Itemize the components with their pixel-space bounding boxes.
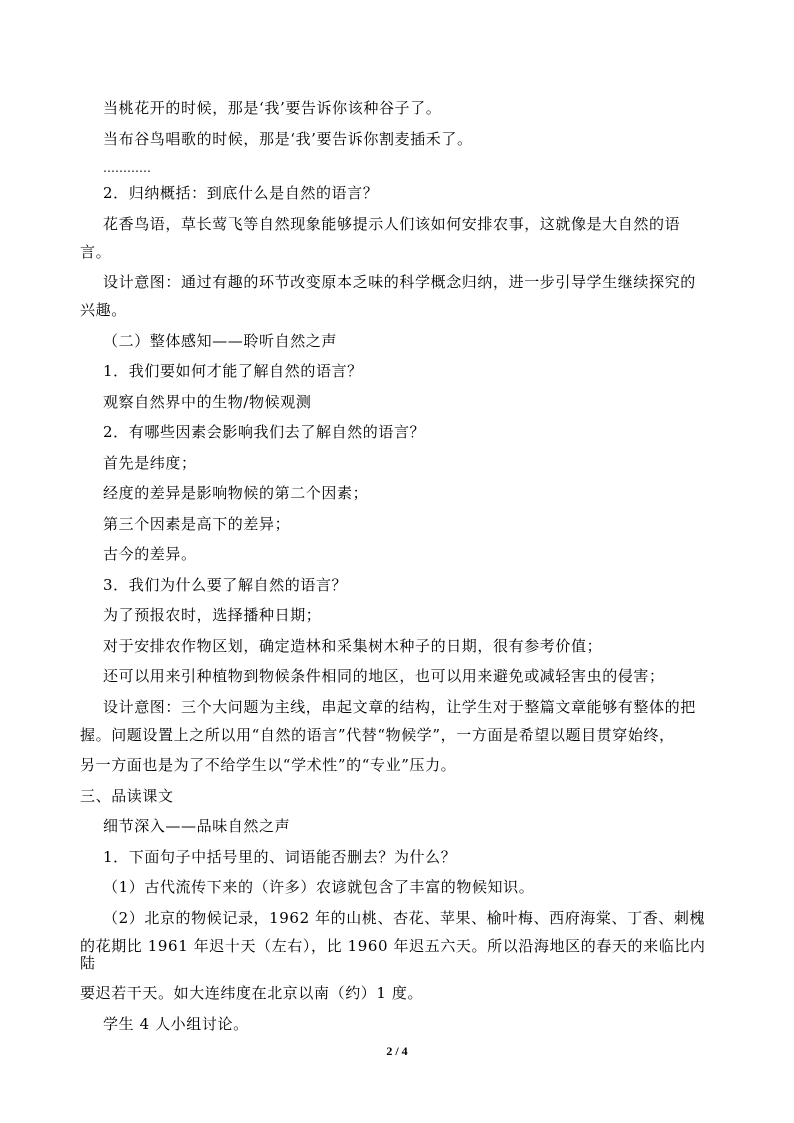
paragraph: 学生 4 人小组讨论。 (103, 1014, 249, 1033)
design-intent-paragraph: 设计意图：三个大问题为主线，串起文章的结构，让学生对于整篇文章能够有整体的把 (103, 697, 696, 716)
list-item: 1．下面句子中括号里的、词语能否删去？为什么？ (103, 847, 457, 866)
example-sentence: （2）北京的物候记录，1962 年的山桃、杏花、苹果、榆叶梅、西府海棠、丁香、刺槐 (103, 908, 706, 927)
paragraph-continuation: 的花期比 1961 年迟十天（左右），比 1960 年迟五六天。所以沿海地区的春天的来临比内陆 (80, 936, 706, 972)
paragraph: 首先是纬度； (103, 453, 197, 472)
paragraph: 第三个因素是高下的差异； (103, 514, 291, 533)
paragraph: 当布谷鸟唱歌的时候，那是‘我’要告诉你割麦插禾了。 (103, 129, 473, 148)
paragraph-continuation: 言。 (80, 242, 112, 261)
subsection-heading: 细节深入——品味自然之声 (103, 817, 291, 835)
design-intent-paragraph: 设计意图：通过有趣的环节改变原本乏味的科学概念归纳，进一步引导学生继续探究的 (103, 273, 696, 291)
paragraph: 观察自然界中的生物/物候观测 (103, 392, 312, 411)
paragraph: 对于安排农作物区划，确定造林和采集树木种子的日期，很有参考价值； (103, 636, 603, 655)
paragraph: 古今的差异。 (103, 545, 197, 563)
document-body (80, 100, 720, 1046)
section-heading: （二）整体感知——聆听自然之声 (103, 331, 338, 350)
list-item: 3．我们为什么要了解自然的语言？ (103, 575, 348, 594)
paragraph: 还可以用来引种植物到物候条件相同的地区，也可以用来避免或减轻害虫的侵害； (103, 667, 665, 685)
paragraph: 当桃花开的时候，那是‘我’要告诉你该种谷子了。 (103, 99, 442, 117)
paragraph-continuation: 握。问题设置上之所以用“自然的语言”代替“物候学”，一方面是希望以题目贯穿始终， (80, 725, 675, 744)
paragraph-continuation: 兴趣。 (80, 301, 127, 319)
section-heading: 三、品读课文 (80, 786, 174, 805)
list-item: 1．我们要如何才能了解自然的语言？ (103, 362, 363, 380)
paragraph: 经度的差异是影响物候的第二个因素； (103, 484, 369, 502)
paragraph: 花香鸟语，草长莺飞等自然现象能够提示人们该如何安排农事，这就像是大自然的语 (103, 214, 681, 233)
list-item: 2．归纳概括：到底什么是自然的语言？ (103, 184, 379, 202)
paragraph-continuation: 另一方面也是为了不给学生以“学术性”的“专业”压力。 (80, 756, 457, 774)
ellipsis-line: ………… (103, 161, 151, 175)
example-sentence: （1）古代流传下来的（许多）农谚就包含了丰富的物候知识。 (103, 878, 535, 896)
paragraph: 为了预报农时，选择播种日期； (103, 606, 322, 624)
paragraph-continuation: 要迟若干天。如大连纬度在北京以南（约）1 度。 (80, 984, 424, 1002)
page-number: 2 / 4 (386, 1044, 408, 1058)
list-item: 2．有哪些因素会影响我们去了解自然的语言？ (103, 423, 426, 441)
